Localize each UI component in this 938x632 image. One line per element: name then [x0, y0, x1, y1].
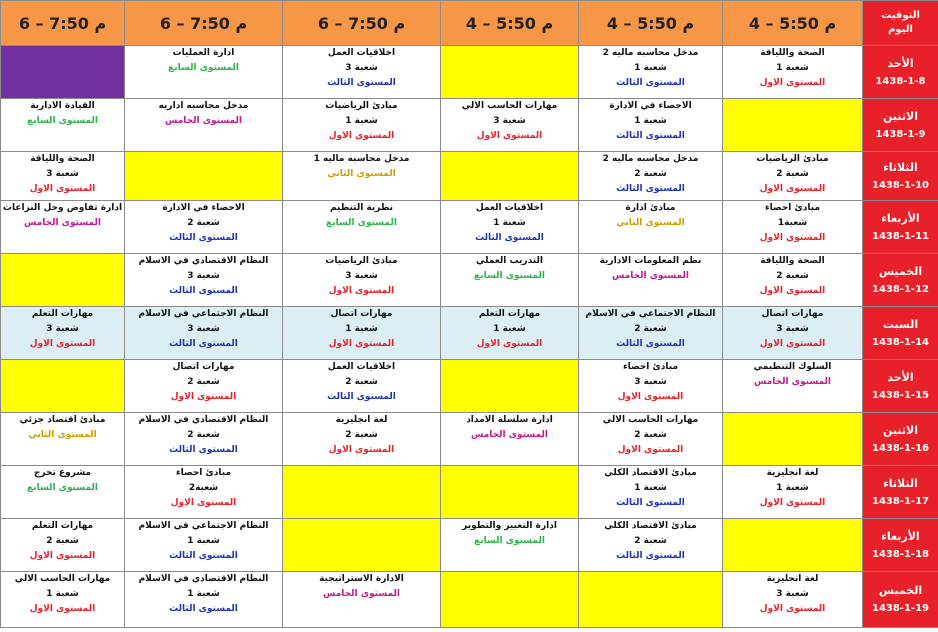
course-title: مبادئ احصاء: [622, 362, 679, 372]
course-title: مبادئ احصاء: [764, 203, 821, 213]
day-name: الاثنين: [883, 423, 918, 437]
course-level: المستوى الاول: [759, 498, 826, 508]
course-cell: [1, 99, 125, 152]
course-level: المستوى الثاني: [616, 218, 685, 228]
course-title: التدريب العملي: [476, 256, 543, 266]
course-section: شعبة 2: [187, 377, 220, 387]
course-level: المستوى الاول: [29, 604, 96, 614]
course-section: شعبة 3: [46, 169, 79, 179]
course-title: مبادئ احصاء: [175, 468, 232, 478]
schedule-row: [1, 46, 938, 99]
course-cell: [283, 307, 441, 360]
course-level: المستوى الثالث: [327, 392, 396, 402]
course-title: النظام الاجتماعي في الاسلام: [138, 521, 269, 531]
empty-slot: [441, 572, 579, 628]
course-section: شعبة 3: [345, 63, 378, 73]
empty-slot: [579, 572, 723, 628]
course-cell: [283, 413, 441, 466]
empty-slot: [723, 99, 863, 152]
schedule-row: [1, 466, 938, 519]
empty-slot: [441, 360, 579, 413]
course-title: النظام الاقتصادي في الاسلام: [138, 415, 269, 425]
slot-header: 6 – 7:50 م: [283, 1, 441, 46]
course-cell: [441, 254, 579, 307]
course-title: نظرية التنظيم: [329, 203, 394, 213]
course-cell: [723, 201, 863, 254]
course-section: شعبة 3: [493, 116, 526, 126]
schedule-row: [1, 360, 938, 413]
course-level: المستوى الخامس: [165, 116, 242, 126]
course-section: شعبة 2: [634, 536, 667, 546]
course-cell: [723, 360, 863, 413]
course-level: المستوى الاول: [328, 445, 395, 455]
course-cell: [1, 519, 125, 572]
course-cell: [125, 201, 283, 254]
course-level: المستوى الثالث: [169, 233, 238, 243]
course-level: المستوى الثالث: [616, 131, 685, 141]
course-level: المستوى الثالث: [169, 339, 238, 349]
course-title: مبادئ الاقتصاد الكلي: [604, 521, 697, 531]
course-level: المستوى الاول: [328, 131, 395, 141]
course-level: المستوى الاول: [617, 392, 684, 402]
course-cell: [283, 254, 441, 307]
course-level: المستوى الثالث: [616, 498, 685, 508]
day-name: الأحد: [887, 370, 914, 384]
course-cell: [125, 254, 283, 307]
course-section: شعبة 2: [776, 169, 809, 179]
corner-header: [863, 1, 938, 46]
course-cell: [579, 46, 723, 99]
course-level: المستوى الثاني: [28, 430, 97, 440]
course-section: شعبة 1: [776, 63, 809, 73]
course-cell: [283, 201, 441, 254]
course-cell: [1, 572, 125, 628]
course-section: شعبة 3: [187, 271, 220, 281]
time-label: التوقيت: [881, 10, 920, 21]
course-cell: [723, 254, 863, 307]
course-title: اخلاقيات العمل: [327, 362, 396, 372]
course-cell: [283, 152, 441, 201]
course-title: مبادئ اقتصاد جزئي: [19, 415, 106, 425]
course-level: المستوى الخامس: [612, 271, 689, 281]
day-cell: [863, 519, 938, 572]
course-cell: [723, 307, 863, 360]
course-cell: [579, 201, 723, 254]
course-title: مهارات التعلم: [478, 309, 541, 319]
course-title: ادارة العمليات: [172, 48, 235, 58]
course-level: المستوى الثالث: [327, 78, 396, 88]
course-level: المستوى الاول: [476, 131, 543, 141]
day-name: السبت: [882, 317, 919, 331]
course-level: المستوى السابع: [27, 483, 98, 493]
course-title: ادارة سلسلة الامداد: [466, 415, 553, 425]
course-cell: [1, 201, 125, 254]
course-title: القيادة الادارية: [30, 101, 95, 111]
course-cell: [579, 466, 723, 519]
course-title: مهارات اتصال: [761, 309, 824, 319]
course-title: النظام الاقتصادي في الاسلام: [138, 256, 269, 266]
course-level: المستوى الاول: [328, 339, 395, 349]
course-level: المستوى الخامس: [471, 430, 548, 440]
course-section: شعبة1: [777, 218, 808, 228]
course-level: المستوى السابع: [168, 63, 239, 73]
day-date: 1438-1-14: [871, 336, 929, 348]
course-level: المستوى الاول: [617, 445, 684, 455]
empty-slot: [125, 152, 283, 201]
day-date: 1438-1-19: [871, 603, 929, 614]
course-title: الادارة الاستراتيجية: [319, 574, 404, 584]
course-section: شعبة 3: [776, 589, 809, 599]
empty-slot: [1, 254, 125, 307]
course-title: لغة انجليزية: [335, 415, 388, 425]
course-level: المستوى الاول: [759, 184, 826, 194]
course-section: شعبة 3: [46, 324, 79, 334]
course-title: مدخل محاسبه ماليه 2: [602, 48, 699, 58]
slot-header: 4 – 5:50 م: [441, 1, 579, 46]
course-level: المستوى الاول: [759, 233, 826, 243]
empty-slot: [441, 46, 579, 99]
course-title: مهارات اتصال: [172, 362, 235, 372]
course-cell: [579, 519, 723, 572]
course-section: شعبة 1: [634, 63, 667, 73]
course-section: شعبة 1: [493, 324, 526, 334]
course-cell: [283, 360, 441, 413]
day-name: الاثنين: [883, 109, 918, 123]
course-level: المستوى الاول: [328, 286, 395, 296]
course-cell: [125, 46, 283, 99]
day-date: 1438-1-18: [871, 548, 929, 560]
day-date: 1438-1-17: [871, 495, 929, 507]
course-level: المستوى الخامس: [754, 377, 831, 387]
course-level: المستوى الاول: [759, 78, 826, 88]
day-date: 1438-1-15: [871, 389, 929, 401]
course-title: مدخل محاسبه ماليه 1: [313, 154, 410, 164]
course-cell: [125, 519, 283, 572]
day-date: 1438-1-16: [871, 442, 929, 454]
course-title: مبادئ الرياضيات: [325, 256, 398, 266]
course-section: شعبة 1: [345, 116, 378, 126]
course-section: شعبة 2: [776, 271, 809, 281]
course-title: اخلاقيات العمل: [327, 48, 396, 58]
day-name: الخميس: [878, 264, 923, 278]
course-section: شعبة 1: [187, 589, 220, 599]
course-cell: [579, 152, 723, 201]
course-title: مدخل محاسبه اداريه: [158, 101, 249, 111]
day-cell: [863, 307, 938, 360]
course-title: مبادئ ادارة: [625, 203, 676, 213]
course-title: الصحة واللياقة: [760, 48, 825, 58]
day-cell: [863, 46, 938, 99]
course-section: شعبة 3: [345, 271, 378, 281]
day-cell: [863, 152, 938, 201]
course-title: مهارات الحاسب الالي: [602, 415, 699, 425]
course-title: ادارة تفاوض وحل النزاعات: [2, 203, 123, 213]
course-section: شعبة 1: [493, 218, 526, 228]
day-name: الأربعاء: [881, 211, 920, 225]
empty-slot: [723, 519, 863, 572]
schedule-row: [1, 572, 938, 628]
course-level: المستوى الخامس: [24, 218, 101, 228]
day-cell: [863, 360, 938, 413]
empty-slot: [1, 46, 125, 99]
course-title: مبادئ الرياضيات: [325, 101, 398, 111]
slot-header: 6 – 7:50 م: [125, 1, 283, 46]
course-section: شعبة 2: [634, 324, 667, 334]
course-title: النظام الاجتماعي في الاسلام: [585, 309, 716, 319]
course-level: المستوى الثالث: [475, 233, 544, 243]
course-cell: [579, 413, 723, 466]
course-cell: [125, 572, 283, 628]
course-level: المستوى الاول: [29, 339, 96, 349]
course-section: شعبة 2: [46, 536, 79, 546]
day-date: 1438-1-12: [871, 283, 929, 295]
day-name: الثلاثاء: [883, 160, 918, 174]
schedule-row: [1, 99, 938, 152]
schedule-row: [1, 307, 938, 360]
day-name: الخميس: [878, 584, 923, 597]
course-level: المستوى الاول: [29, 551, 96, 561]
empty-slot: [283, 466, 441, 519]
course-section: شعبة 2: [345, 430, 378, 440]
course-section: شعبة 2: [187, 430, 220, 440]
day-name: الأحد: [887, 56, 914, 70]
course-cell: [283, 572, 441, 628]
course-cell: [1, 466, 125, 519]
course-cell: [579, 99, 723, 152]
course-level: المستوى السابع: [474, 536, 545, 546]
course-cell: [723, 152, 863, 201]
course-level: المستوى الثالث: [616, 78, 685, 88]
course-level: المستوى الاول: [759, 604, 826, 614]
course-title: مهارات التعلم: [31, 521, 94, 531]
day-cell: [863, 99, 938, 152]
course-title: النظام الاجتماعي في الاسلام: [138, 309, 269, 319]
course-title: نظم المعلومات الادارية: [599, 256, 702, 266]
day-cell: [863, 572, 938, 628]
course-cell: [579, 360, 723, 413]
schedule-row: [1, 201, 938, 254]
course-section: شعبة 3: [776, 324, 809, 334]
empty-slot: [283, 519, 441, 572]
course-section: شعبة 1: [187, 536, 220, 546]
course-cell: [723, 46, 863, 99]
header-row: [1, 1, 938, 46]
course-cell: [125, 413, 283, 466]
course-cell: [723, 466, 863, 519]
course-section: شعبة 1: [776, 483, 809, 493]
course-section: شعبة2: [188, 483, 219, 493]
course-cell: [441, 99, 579, 152]
day-label: اليوم: [888, 24, 913, 35]
course-cell: [441, 201, 579, 254]
slot-header: 4 – 5:50 م: [723, 1, 863, 46]
course-title: لغة انجليزية: [766, 574, 819, 584]
course-title: مهارات الحاسب الالي: [14, 574, 111, 584]
course-level: المستوى الاول: [476, 339, 543, 349]
course-cell: [1, 152, 125, 201]
course-title: مبادئ الاقتصاد الكلي: [604, 468, 697, 478]
day-date: 1438-1-8: [875, 75, 926, 87]
course-cell: [125, 466, 283, 519]
empty-slot: [723, 413, 863, 466]
course-title: ادارة التغيير والتطوير: [462, 521, 557, 531]
empty-slot: [1, 360, 125, 413]
course-cell: [441, 413, 579, 466]
course-level: المستوى الثالث: [169, 445, 238, 455]
course-title: مهارات الحاسب الالي: [461, 101, 558, 111]
course-level: المستوى السابع: [474, 271, 545, 281]
course-level: المستوى الثاني: [327, 169, 396, 179]
schedule-row: [1, 413, 938, 466]
course-level: المستوى الثالث: [616, 184, 685, 194]
course-level: المستوى الاول: [759, 339, 826, 349]
day-name: الأربعاء: [881, 529, 920, 543]
slot-header: 6 – 7:50 م: [1, 1, 125, 46]
day-date: 1438-1-10: [871, 179, 929, 191]
schedule-row: [1, 254, 938, 307]
course-title: لغة انجليزية: [766, 468, 819, 478]
course-level: المستوى السابع: [326, 218, 397, 228]
course-level: المستوى السابع: [27, 116, 98, 126]
course-level: المستوى الثالث: [169, 551, 238, 561]
course-section: شعبة 1: [46, 589, 79, 599]
course-section: شعبة 1: [634, 116, 667, 126]
course-cell: [441, 519, 579, 572]
course-title: مهارات التعلم: [31, 309, 94, 319]
course-cell: [441, 307, 579, 360]
course-section: شعبة 2: [634, 169, 667, 179]
course-title: النظام الاقتصادي في الاسلام: [138, 574, 269, 584]
course-section: شعبة 1: [634, 483, 667, 493]
day-cell: [863, 413, 938, 466]
course-level: المستوى الثالث: [169, 286, 238, 296]
course-cell: [125, 307, 283, 360]
course-title: مشروع تخرج: [33, 468, 92, 478]
course-cell: [283, 46, 441, 99]
course-cell: [125, 360, 283, 413]
course-title: مبادئ الرياضيات: [756, 154, 829, 164]
course-title: الاحصاء في الادارة: [162, 203, 245, 213]
course-cell: [1, 413, 125, 466]
schedule-body: [1, 46, 938, 628]
course-title: اخلاقيات العمل: [475, 203, 544, 213]
course-section: شعبة 2: [634, 430, 667, 440]
course-cell: [1, 307, 125, 360]
course-title: الصحة واللياقة: [760, 256, 825, 266]
course-section: شعبة 1: [345, 324, 378, 334]
course-cell: [723, 572, 863, 628]
course-cell: [125, 99, 283, 152]
course-section: شعبة 2: [345, 377, 378, 387]
course-level: المستوى الثالث: [169, 604, 238, 614]
course-cell: [283, 99, 441, 152]
slot-header: 4 – 5:50 م: [579, 1, 723, 46]
course-level: المستوى الاول: [170, 498, 237, 508]
course-level: المستوى الاول: [170, 392, 237, 402]
schedule-row: [1, 152, 938, 201]
course-title: مدخل محاسبه ماليه 2: [602, 154, 699, 164]
day-cell: [863, 201, 938, 254]
day-cell: [863, 466, 938, 519]
course-level: المستوى الخامس: [323, 589, 400, 599]
day-date: 1438-1-9: [875, 128, 926, 140]
course-title: الاحصاء في الادارة: [609, 101, 692, 111]
course-section: شعبة 3: [634, 377, 667, 387]
course-title: الصحة واللياقة: [30, 154, 95, 164]
course-level: المستوى الثالث: [616, 339, 685, 349]
day-date: 1438-1-11: [871, 230, 929, 242]
course-level: المستوى الثالث: [616, 551, 685, 561]
course-section: شعبة 2: [187, 218, 220, 228]
schedule-row: [1, 519, 938, 572]
course-title: مهارات اتصال: [330, 309, 393, 319]
day-name: الثلاثاء: [883, 476, 918, 490]
empty-slot: [441, 466, 579, 519]
day-cell: [863, 254, 938, 307]
course-cell: [579, 254, 723, 307]
course-cell: [579, 307, 723, 360]
course-level: المستوى الاول: [29, 184, 96, 194]
course-section: شعبة 3: [187, 324, 220, 334]
empty-slot: [441, 152, 579, 201]
course-level: المستوى الاول: [759, 286, 826, 296]
course-title: السلوك التنظيمي: [753, 362, 832, 372]
